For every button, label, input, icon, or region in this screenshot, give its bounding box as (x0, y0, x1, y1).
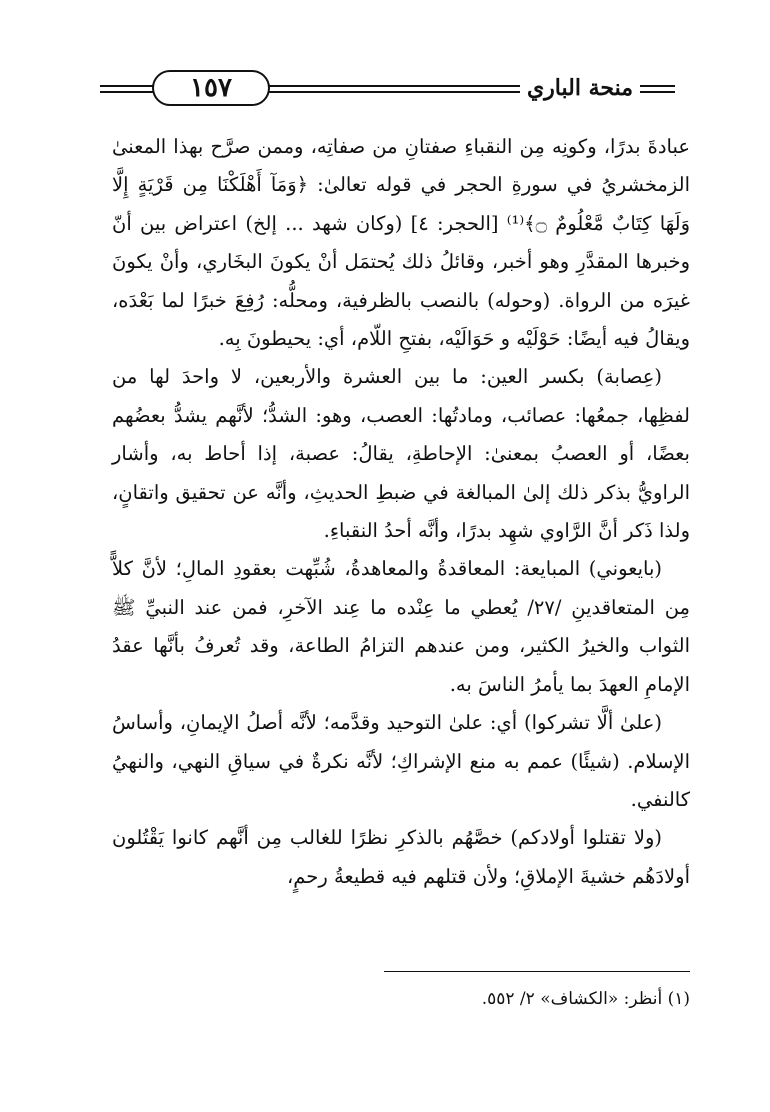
running-title: منحة الباري (520, 68, 640, 108)
footnote-separator (384, 971, 690, 972)
paragraph-2: (عِصابة) بكسر العين: ما بين العشرة والأربعين، لا واحدَ لها من لفظِها، جمعُها: عصائب، ومادتُها: العصب، وهو: الشدُّ؛ لأنَّهم يشدُّ بعضُهم بعضًا، أو العصبُ بمعنىٰ: الإحاطةِ، يقالُ: عصبة، إذا أحاط به، وأشار الراويُّ بذكر ذلك إلىٰ المبالغة في ضبطِ الحديثِ، وأنَّه عن تحقيق واتقانٍ، ولذا ذَكر أنَّ الرَّاوي شهِد بدرًا، وأنَّه أحدُ النقباءِ. (112, 365, 690, 543)
paragraph-5: (ولا تقتلوا أولادكم) خصَّهُم بالذكرِ نظرًا للغالب مِن أنَّهم كانوا يَقْتُلون أولادَهُم خشيةَ الإملاقِ؛ ولأن قتلهم فيه قطيعةُ رحمٍ، (112, 826, 690, 888)
page-number: ١٥٧ (152, 70, 270, 106)
main-text (112, 128, 690, 896)
header-rule (100, 85, 158, 87)
paragraph-1: عبادةَ بدرًا، وكونِه مِن النقباءِ صفتانِ من صفاتِه، وممن صرَّح بهذا المعنىٰ الزمخشريُ في سورةِ الحجر في قوله تعالىٰ: ﴿وَمَآ أَهْلَكْنَا مِن قَرْيَةٍ إِلَّا وَلَهَا كِتَابٌ مَّعْلُومٌ ۝﴾⁽¹⁾ [الحجر: ٤] (وكان شهد ... إلخ) اعتراض بين أنّ وخبرها المقدَّرِ وهو أخبر، وقائلُ ذلك يُحتمَل أنْ يكونَ البخَاري، وأنْ يكونَ غيرَه من الرواة. (وحوله) بالنصب بالظرفية، ومحلُّه: رُفِعَ خبرًا لما بَعْدَه، ويقالُ فيه أيضًا: حَوْلَيْه و حَوَالَيْه، بفتحِ اللّام، أي: يحيطونَ بِه. (112, 135, 690, 351)
paragraph-4: (علىٰ ألَّا تشركوا) أي: علىٰ التوحيد وقدَّمه؛ لأنَّه أصلُ الإيمانِ، وأساسُ الإسلام. (شيئًا) عمم به منع الإشراكِ؛ لأنَّه نكرةٌ في سياقِ النهي، والنهيُ كالنفي. (112, 711, 690, 811)
paragraph-3: (بايعوني) المبايعة: المعاقدةُ والمعاهدةُ، شُبِّهت بعقودِ المالِ؛ لأنَّ كلاًّ مِن المتعاقدينِ /٢٧/ يُعطي ما عِنْده ما عِند الآخرِ، فمن عند النبيِّ ﷺ الثواب والخيرُ الكثير، ومن عندهم التزامُ الطاعة، وقد تُعرفُ بأنَّها عقدُ الإمامِ العهدَ بما يأمرُ الناسَ به. (112, 557, 691, 696)
page-header (100, 66, 675, 110)
header-rule (100, 91, 158, 93)
footnote-1: (١) أنظر: «الكشاف» ٢/ ٥٥٢. (481, 989, 690, 1009)
